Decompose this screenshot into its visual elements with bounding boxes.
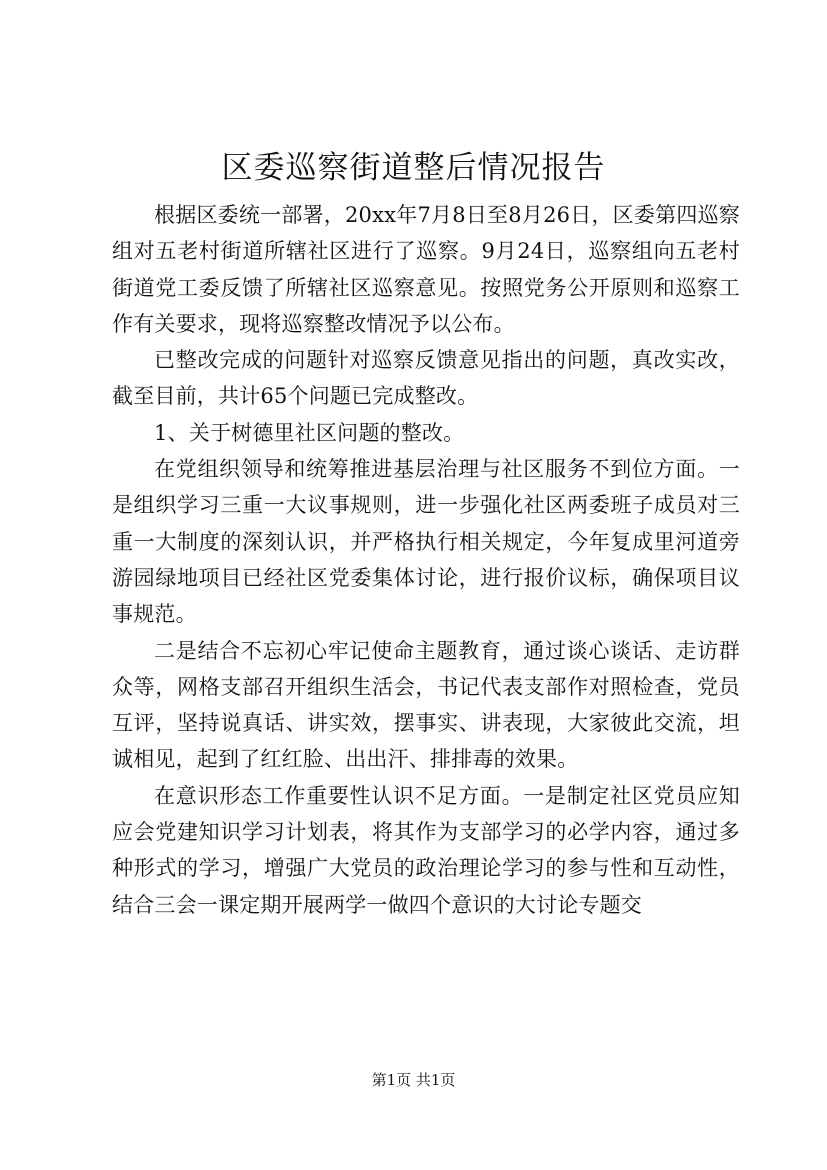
page-number-footer: 第1页 共1页 <box>371 1071 456 1089</box>
paragraph-intro: 根据区委统一部署，20xx年7月8日至8月26日，区委第四巡察组对五老村街道所辖社区进行了巡察。9月24日，巡察组向五老村街道党工委反馈了所辖社区巡察意见。按照党务公开原则和巡察工作有关要求，现将巡察整改情况予以公布。 <box>112 203 740 336</box>
document-title: 区委巡察街道整后情况报告 <box>221 150 606 186</box>
paragraph-governance: 在党组织领导和统筹推进基层治理与社区服务不到位方面。一是组织学习三重一大议事规则，进一步强化社区两委班子成员对三重一大制度的深刻认识，并严格执行相关规定，今年复成里河道旁游园绿地项目已经社区党委集体讨论，进行报价议标，确保项目议事规范。 <box>112 457 740 627</box>
paragraph-ideology: 在意识形态工作重要性认识不足方面。一是制定社区党员应知应会党建知识学习计划表，将其作为支部学习的必学内容，通过多种形式的学习，增强广大党员的政治理论学习的参与性和互动性，结合三会一课定期开展两学一做四个意识的大讨论专题交 <box>112 783 740 917</box>
paragraph-section-heading: 1、关于树德里社区问题的整改。 <box>154 420 465 445</box>
document-body <box>112 197 740 923</box>
paragraph-completed-summary: 已整改完成的问题针对巡察反馈意见指出的问题，真改实改，截至目前，共计65个问题已完成整改。 <box>112 348 740 409</box>
paragraph-education: 二是结合不忘初心牢记使命主题教育，通过谈心谈话、走访群众等，网格支部召开组织生活会，书记代表支部作对照检查，党员互评，坚持说真话、讲实效，摆事实、讲表现，大家彼此交流，坦诚相见，起到了红红脸、出出汗、排排毒的效果。 <box>112 638 740 772</box>
